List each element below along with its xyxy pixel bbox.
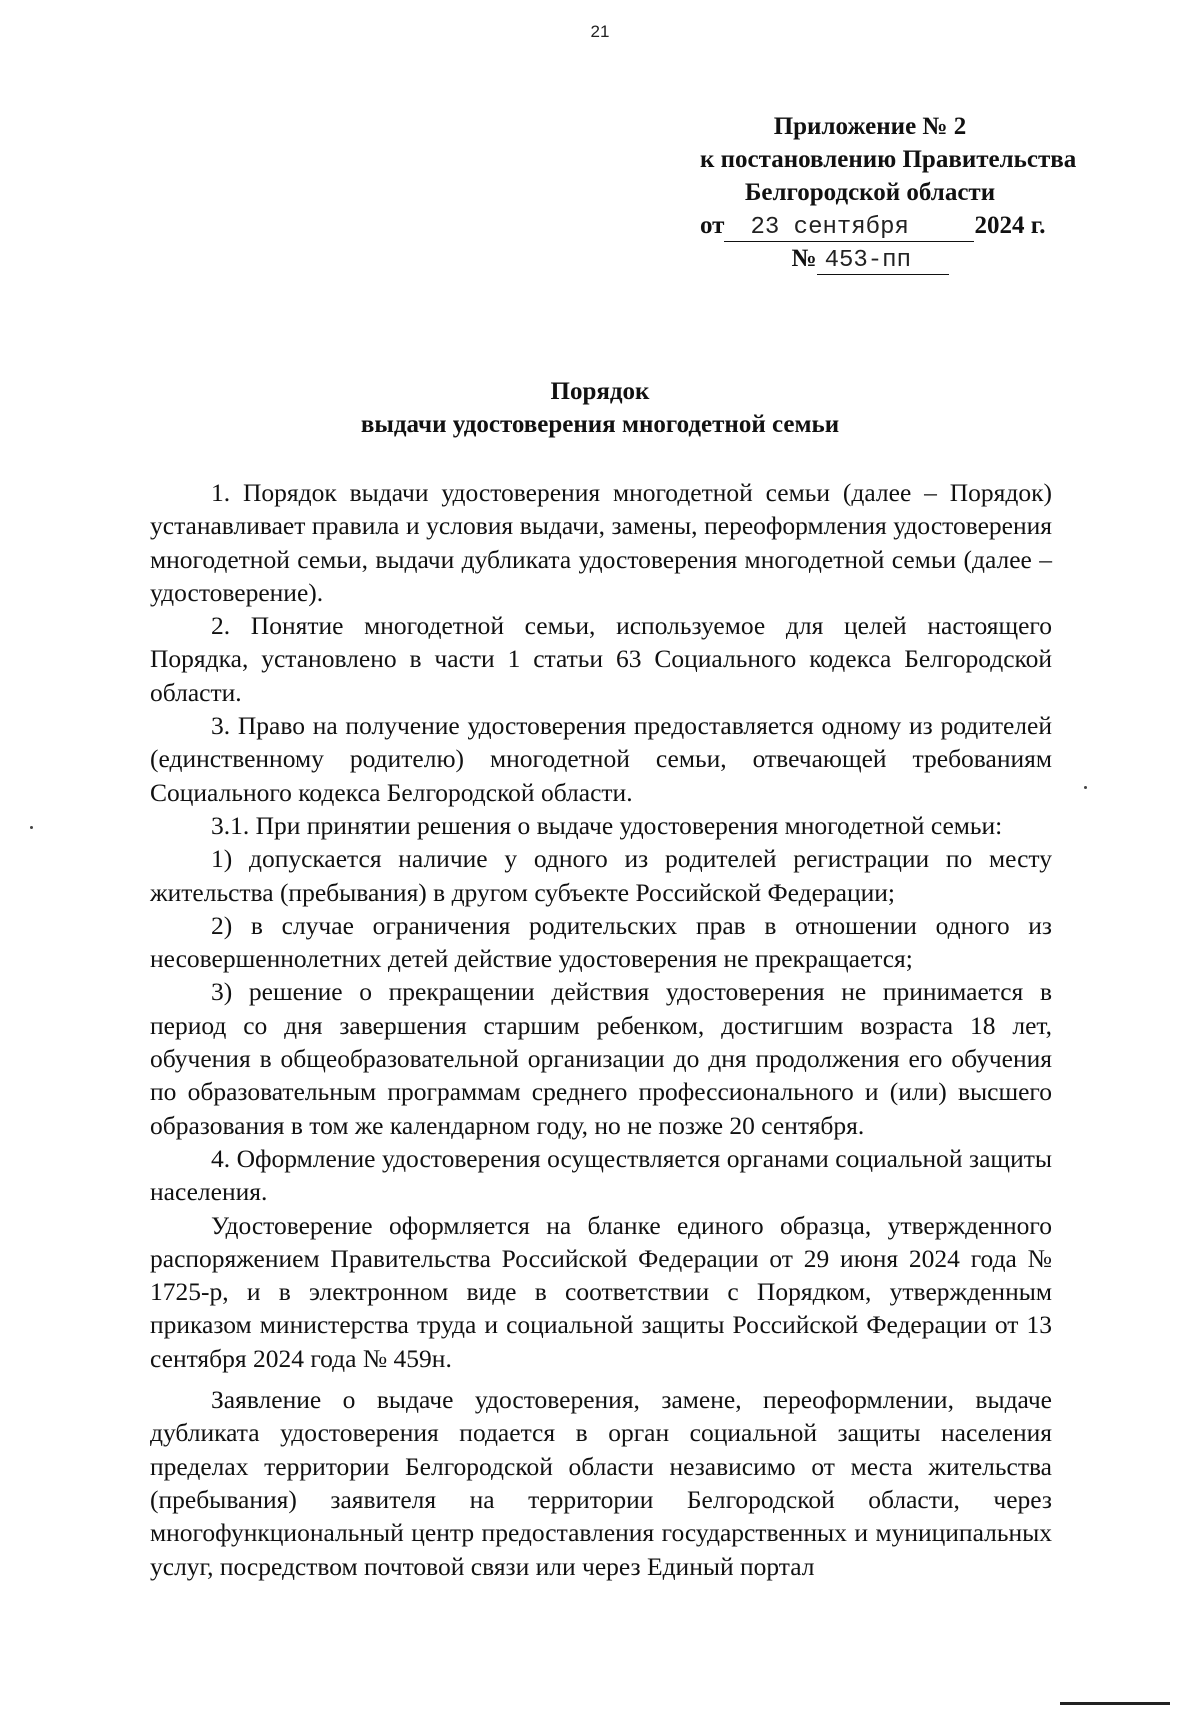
number-prefix: №	[791, 245, 817, 272]
paragraph-2: 2. Понятие многодетной семьи, используемое для целей настоящего Порядка, установлено в части 1 статьи 63 Социального кодекса Белгородской области.	[150, 611, 1052, 707]
paragraph-3-1: 3.1. При принятии решения о выдаче удостоверения многодетной семьи:	[211, 810, 1003, 840]
date-prefix: от	[700, 212, 725, 239]
appendix-header	[700, 110, 1077, 275]
paragraph-3: 3. Право на получение удостоверения предоставляется одному из родителей (единственному родителю) многодетной семьи, отвечающей требованиям Социального кодекса Белгородской области.	[150, 711, 1052, 807]
paragraph-3-1-item-1: 1) допускается наличие у одного из родителей регистрации по месту жительства (пребывания) в другом субъекте Российской Федерации;	[150, 844, 1052, 907]
date-year: 2024 г.	[974, 212, 1046, 239]
number-value: 453-пп	[817, 247, 949, 275]
appendix-title: Приложение № 2	[773, 113, 967, 140]
document-body	[150, 476, 1052, 1583]
appendix-date-line	[700, 209, 1046, 242]
scan-speck	[30, 826, 33, 829]
paragraph-4: 4. Оформление удостоверения осуществляется органами социальной защиты населения.	[150, 1143, 1052, 1207]
scan-speck	[1084, 786, 1087, 789]
appendix-region: Белгородской области	[744, 179, 996, 206]
appendix-reference: к постановлению Правительства	[700, 146, 1077, 173]
page-number: 21	[590, 22, 610, 41]
paragraph-3-1-item-2: 2) в случае ограничения родительских прав в отношении одного из несовершеннолетних детей действие удостоверения не прекращается;	[150, 910, 1052, 974]
scan-edge-mark	[1060, 1702, 1170, 1705]
paragraph-3-1-item-3: 3) решение о прекращении действия удостоверения не принимается в период со дня завершения старшим ребенком, достигшим возраста 18 лет, обучения в общеобразовательной организации до дня продолжения его обучения по образовательным программам среднего профессионального и (или) высшего образования в том же календарном году, но не позже 20 сентября.	[150, 977, 1052, 1140]
title-line-2: выдачи удостоверения многодетной семьи	[360, 411, 840, 438]
appendix-number-line	[700, 242, 1040, 275]
date-value: 23 сентября	[724, 214, 974, 242]
title-line-1: Порядок	[550, 378, 650, 405]
paragraph-4-form: Удостоверение оформляется на бланке единого образца, утвержденного распоряжением Правительства Российской Федерации от 29 июня 2024 года № 1725-р, и в электронном виде в соответствии с Порядком, утвержденным приказом министерства труда и социальной защиты Российской Федерации от 13 сентября 2024 года № 459н.	[150, 1210, 1052, 1373]
paragraph-1: 1. Порядок выдачи удостоверения многодетной семьи (далее – Порядок) устанавливает правила и условия выдачи, замены, переоформления удостоверения многодетной семьи, выдачи дубликата удостоверения многодетной семьи (далее – удостоверение).	[150, 478, 1052, 607]
paragraph-4-application: Заявление о выдаче удостоверения, замене, переоформлении, выдаче дубликата удостоверения подается в орган социальной защиты населения пределах территории Белгородской области независимо от места жительства (пребывания) заявителя на территории Белгородской области, через многофункциональный центр предоставления государственных и муниципальных услуг, посредством почтовой связи или через Единый портал	[150, 1385, 1052, 1581]
document-title	[150, 375, 1050, 441]
